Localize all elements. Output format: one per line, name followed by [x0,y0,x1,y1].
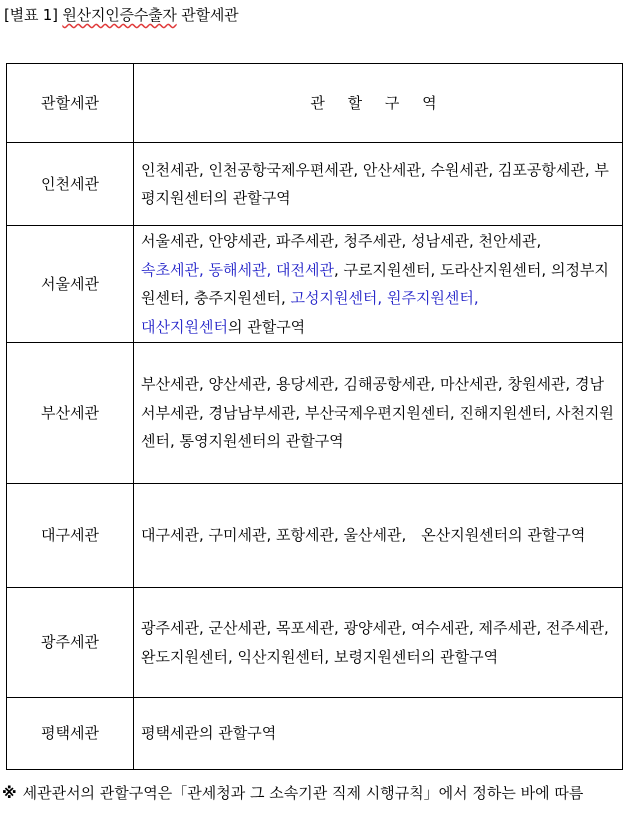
area-cell [134,226,623,343]
reference-mark-icon: ※ [2,784,17,802]
table-row [7,143,623,226]
area-text: 의 관할구역 [227,317,306,336]
area-cell: 광주세관, 군산세관, 목포세관, 광양세관, 여수세관, 제주세관, 전주세관, 완도지원센터, 익산지원센터, 보령지원센터의 관할구역 [134,588,623,698]
office-cell: 대구세관 [7,484,134,588]
area-text: , 구로지원센터, 도라산지원센터, 의정부지원센터, 충주지원센터, [141,260,609,307]
caption-suffix: 관할세관 [176,6,239,24]
header-row [7,64,623,143]
table-row [7,226,623,343]
office-cell: 서울세관 [7,226,134,343]
table-row [7,698,623,770]
area-cell: 대구세관, 구미세관, 포항세관, 울산세관, 온산지원센터의 관할구역 [134,484,623,588]
area-cell: 부산세관, 양산세관, 용당세관, 김해공항세관, 마산세관, 창원세관, 경남서부세관, 경남남부세관, 부산국제우편지원센터, 진해지원센터, 사천지원센터, 통영지원센터의 관할구역 [134,343,623,484]
office-cell: 평택세관 [7,698,134,770]
customs-jurisdiction-table [6,63,623,770]
table-row [7,343,623,484]
footnote [2,782,622,805]
table-row [7,484,623,588]
area-cell: 인천세관, 인천공항국제우편세관, 안산세관, 수원세관, 김포공항세관, 부평지원센터의 관할구역 [134,143,623,226]
header-office: 관할세관 [7,64,134,143]
area-text: 서울세관, 안양세관, 파주세관, 청주세관, 성남세관, 천안세관, [141,232,542,250]
office-cell: 부산세관 [7,343,134,484]
area-cell: 평택세관의 관할구역 [134,698,623,770]
header-area: 관 할 구 역 [134,64,623,143]
area-text-highlight: 속초세관, 동해세관, 대전세관 [141,260,334,279]
area-text-highlight: 고성지원센터, 원주지원센터, [290,289,479,307]
office-cell: 인천세관 [7,143,134,226]
caption-prefix: [별표 1] [4,6,63,24]
footnote-text: 세관관서의 관할구역은「관세청과 그 소속기관 직제 시행규칙」에서 정하는 바에 따름 [22,784,584,802]
office-cell: 광주세관 [7,588,134,698]
table-row [7,588,623,698]
area-text-highlight: 대산지원센터 [141,317,228,336]
table-caption [4,4,238,25]
caption-title: 원산지인증수출자 [62,6,177,24]
